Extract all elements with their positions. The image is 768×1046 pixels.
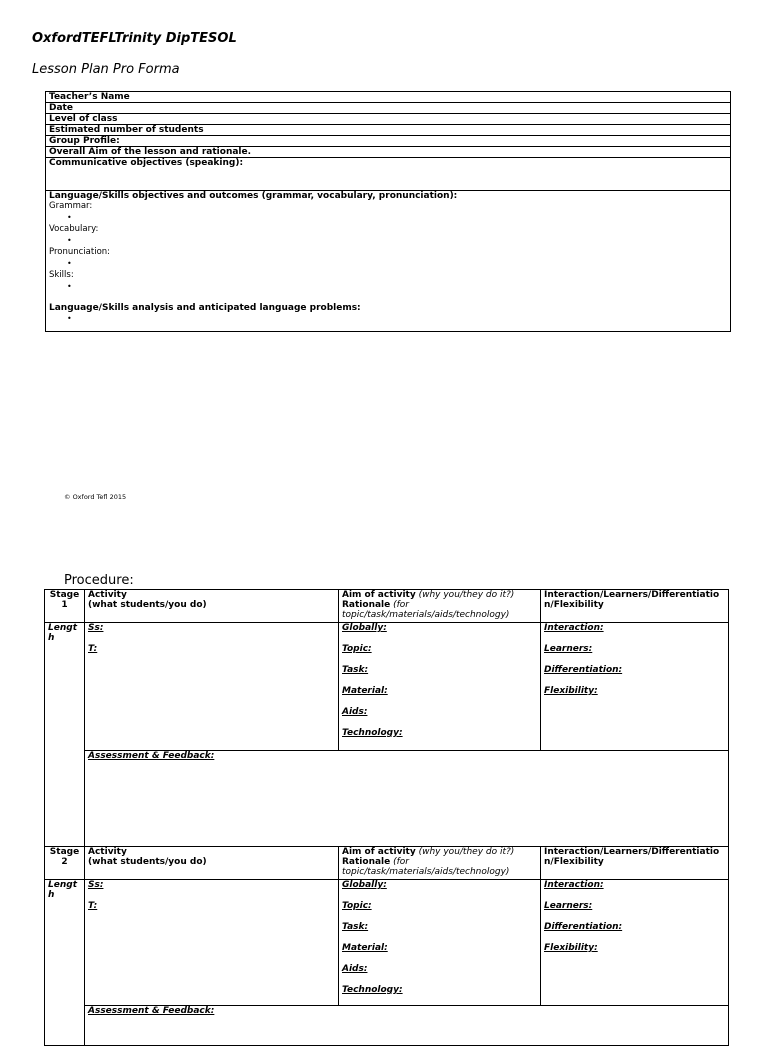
copyright-notice: © Oxford Tefl 2015 [64, 493, 127, 501]
grammar-label: Grammar: [49, 201, 93, 211]
analysis-heading: Language/Skills analysis and anticipated language problems: [49, 303, 361, 313]
activity-header: Activity (what students/you do) [85, 847, 339, 880]
activity-header: Activity (what students/you do) [85, 590, 339, 623]
pronunciation-bullet: • [67, 259, 72, 268]
analysis-bullet: • [67, 314, 72, 323]
grammar-bullet: • [67, 213, 72, 222]
document-subtitle: Lesson Plan Pro Forma [32, 62, 180, 77]
interaction-header: Interaction/Learners/Differentiation/Flexibility [541, 847, 729, 880]
interaction-cell[interactable]: Interaction: Learners: Differentiation: Flexibility: [541, 880, 729, 1006]
assessment-cell[interactable]: Assessment & Feedback: [85, 751, 729, 847]
skills-label: Skills: [49, 270, 74, 280]
interaction-header: Interaction/Learners/Differentiation/Flexibility [541, 590, 729, 623]
assessment-cell[interactable]: Assessment & Feedback: [85, 1006, 729, 1046]
overall-aim-row[interactable]: Overall Aim of the lesson and rationale. [46, 147, 731, 158]
lesson-info-table [45, 91, 731, 332]
activity-cell[interactable]: Ss: T: [85, 880, 339, 1006]
teacher-name-row[interactable]: Teacher’s Name [46, 92, 731, 103]
language-skills-heading: Language/Skills objectives and outcomes (grammar, vocabulary, pronunciation): [49, 191, 458, 201]
level-row[interactable]: Level of class [46, 114, 731, 125]
procedure-heading: Procedure: [64, 573, 134, 588]
length-cell[interactable]: Length [45, 880, 85, 1046]
vocabulary-label: Vocabulary: [49, 224, 99, 234]
aim-cell[interactable]: Globally: Topic: Task: Material: Aids: Technology: [339, 880, 541, 1006]
interaction-cell[interactable]: Interaction: Learners: Differentiation: Flexibility: [541, 623, 729, 751]
date-row[interactable]: Date [46, 103, 731, 114]
document-title: OxfordTEFLTrinity DipTESOL [32, 31, 237, 46]
activity-cell[interactable]: Ss: T: [85, 623, 339, 751]
stage-2-table [44, 846, 729, 1046]
stage-number-cell: Stage 1 [45, 590, 85, 623]
students-row[interactable]: Estimated number of students [46, 125, 731, 136]
communicative-objectives-row[interactable]: Communicative objectives (speaking): [46, 158, 731, 191]
length-cell[interactable]: Length [45, 623, 85, 847]
vocabulary-bullet: • [67, 236, 72, 245]
stage-1-table [44, 589, 729, 847]
stage-number-cell: Stage 2 [45, 847, 85, 880]
language-skills-cell[interactable] [46, 191, 731, 332]
aim-header: Aim of activity (why you/they do it?) Rationale (for topic/task/materials/aids/technology) [339, 847, 541, 880]
aim-cell[interactable]: Globally: Topic: Task: Material: Aids: Technology: [339, 623, 541, 751]
pronunciation-label: Pronunciation: [49, 247, 111, 257]
group-profile-row[interactable]: Group Profile: [46, 136, 731, 147]
aim-header: Aim of activity (why you/they do it?) Rationale (for topic/task/materials/aids/technology) [339, 590, 541, 623]
skills-bullet: • [67, 282, 72, 291]
